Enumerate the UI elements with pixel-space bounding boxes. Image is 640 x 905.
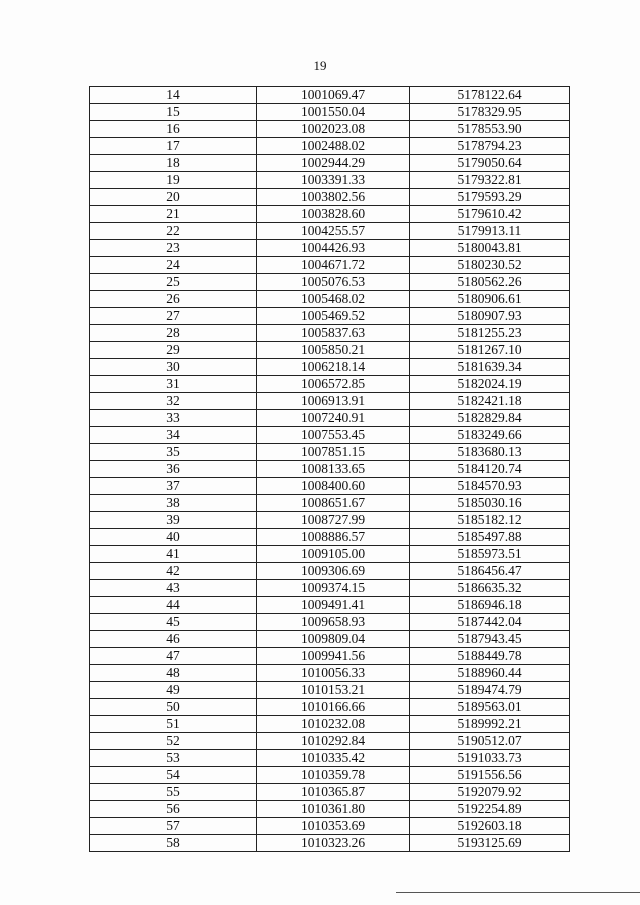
- y-coordinate-cell: 5187943.45: [410, 631, 570, 648]
- table-row: [90, 444, 570, 461]
- table-row: [90, 274, 570, 291]
- y-coordinate-cell: 5192254.89: [410, 801, 570, 818]
- x-coordinate-cell: 1001069.47: [257, 87, 410, 104]
- point-number-cell: 23: [90, 240, 257, 257]
- x-coordinate-cell: 1004426.93: [257, 240, 410, 257]
- y-coordinate-cell: 5183249.66: [410, 427, 570, 444]
- x-coordinate-cell: 1002023.08: [257, 121, 410, 138]
- x-coordinate-cell: 1009809.04: [257, 631, 410, 648]
- table-row: [90, 308, 570, 325]
- x-coordinate-cell: 1010292.84: [257, 733, 410, 750]
- point-number-cell: 53: [90, 750, 257, 767]
- x-coordinate-cell: 1010335.42: [257, 750, 410, 767]
- table-row: [90, 631, 570, 648]
- table-row: [90, 359, 570, 376]
- table-row: [90, 478, 570, 495]
- point-number-cell: 56: [90, 801, 257, 818]
- x-coordinate-cell: 1007240.91: [257, 410, 410, 427]
- x-coordinate-cell: 1010056.33: [257, 665, 410, 682]
- table-row: [90, 512, 570, 529]
- point-number-cell: 34: [90, 427, 257, 444]
- y-coordinate-cell: 5184570.93: [410, 478, 570, 495]
- table-row: [90, 529, 570, 546]
- x-coordinate-cell: 1001550.04: [257, 104, 410, 121]
- table-row: [90, 155, 570, 172]
- y-coordinate-cell: 5178122.64: [410, 87, 570, 104]
- point-number-cell: 27: [90, 308, 257, 325]
- point-number-cell: 39: [90, 512, 257, 529]
- point-number-cell: 54: [90, 767, 257, 784]
- table-row: [90, 223, 570, 240]
- table-row: [90, 733, 570, 750]
- x-coordinate-cell: 1006572.85: [257, 376, 410, 393]
- y-coordinate-cell: 5178329.95: [410, 104, 570, 121]
- y-coordinate-cell: 5182024.19: [410, 376, 570, 393]
- y-coordinate-cell: 5180907.93: [410, 308, 570, 325]
- point-number-cell: 52: [90, 733, 257, 750]
- y-coordinate-cell: 5179593.29: [410, 189, 570, 206]
- table-row: [90, 427, 570, 444]
- table-row: [90, 189, 570, 206]
- table-row: [90, 257, 570, 274]
- y-coordinate-cell: 5178553.90: [410, 121, 570, 138]
- table-row: [90, 767, 570, 784]
- point-number-cell: 41: [90, 546, 257, 563]
- x-coordinate-cell: 1003828.60: [257, 206, 410, 223]
- table-row: [90, 614, 570, 631]
- y-coordinate-cell: 5180230.52: [410, 257, 570, 274]
- y-coordinate-cell: 5179610.42: [410, 206, 570, 223]
- y-coordinate-cell: 5183680.13: [410, 444, 570, 461]
- table-row: [90, 665, 570, 682]
- x-coordinate-cell: 1008400.60: [257, 478, 410, 495]
- x-coordinate-cell: 1010365.87: [257, 784, 410, 801]
- point-number-cell: 35: [90, 444, 257, 461]
- x-coordinate-cell: 1010359.78: [257, 767, 410, 784]
- table-row: [90, 240, 570, 257]
- x-coordinate-cell: 1010232.08: [257, 716, 410, 733]
- point-number-cell: 28: [90, 325, 257, 342]
- x-coordinate-cell: 1007851.15: [257, 444, 410, 461]
- page-number: 19: [313, 58, 327, 73]
- table-row: [90, 104, 570, 121]
- point-number-cell: 37: [90, 478, 257, 495]
- table-row: [90, 495, 570, 512]
- table-row: [90, 682, 570, 699]
- point-number-cell: 31: [90, 376, 257, 393]
- x-coordinate-cell: 1007553.45: [257, 427, 410, 444]
- point-number-cell: 33: [90, 410, 257, 427]
- y-coordinate-cell: 5191556.56: [410, 767, 570, 784]
- table-row: [90, 716, 570, 733]
- table-row: [90, 291, 570, 308]
- table-row: [90, 546, 570, 563]
- y-coordinate-cell: 5192079.92: [410, 784, 570, 801]
- x-coordinate-cell: 1005468.02: [257, 291, 410, 308]
- x-coordinate-cell: 1009491.41: [257, 597, 410, 614]
- y-coordinate-cell: 5191033.73: [410, 750, 570, 767]
- y-coordinate-cell: 5192603.18: [410, 818, 570, 835]
- table-row: [90, 784, 570, 801]
- x-coordinate-cell: 1009105.00: [257, 546, 410, 563]
- point-number-cell: 17: [90, 138, 257, 155]
- x-coordinate-cell: 1008727.99: [257, 512, 410, 529]
- y-coordinate-cell: 5186946.18: [410, 597, 570, 614]
- x-coordinate-cell: 1002488.02: [257, 138, 410, 155]
- x-coordinate-cell: 1006218.14: [257, 359, 410, 376]
- x-coordinate-cell: 1008651.67: [257, 495, 410, 512]
- x-coordinate-cell: 1010166.66: [257, 699, 410, 716]
- point-number-cell: 51: [90, 716, 257, 733]
- table-row: [90, 410, 570, 427]
- x-coordinate-cell: 1004671.72: [257, 257, 410, 274]
- point-number-cell: 25: [90, 274, 257, 291]
- table-row: [90, 750, 570, 767]
- x-coordinate-cell: 1010323.26: [257, 835, 410, 852]
- table-row: [90, 206, 570, 223]
- table-row: [90, 376, 570, 393]
- table-row: [90, 597, 570, 614]
- table-row: [90, 801, 570, 818]
- x-coordinate-cell: 1005850.21: [257, 342, 410, 359]
- y-coordinate-cell: 5189992.21: [410, 716, 570, 733]
- y-coordinate-cell: 5190512.07: [410, 733, 570, 750]
- y-coordinate-cell: 5193125.69: [410, 835, 570, 852]
- x-coordinate-cell: 1006913.91: [257, 393, 410, 410]
- x-coordinate-cell: 1008886.57: [257, 529, 410, 546]
- y-coordinate-cell: 5185973.51: [410, 546, 570, 563]
- x-coordinate-cell: 1009374.15: [257, 580, 410, 597]
- table-row: [90, 461, 570, 478]
- y-coordinate-cell: 5182829.84: [410, 410, 570, 427]
- point-number-cell: 55: [90, 784, 257, 801]
- point-number-cell: 20: [90, 189, 257, 206]
- y-coordinate-cell: 5189474.79: [410, 682, 570, 699]
- point-number-cell: 21: [90, 206, 257, 223]
- table-row: [90, 648, 570, 665]
- point-number-cell: 15: [90, 104, 257, 121]
- y-coordinate-cell: 5182421.18: [410, 393, 570, 410]
- x-coordinate-cell: 1005076.53: [257, 274, 410, 291]
- point-number-cell: 19: [90, 172, 257, 189]
- footer-rule: [396, 892, 640, 893]
- x-coordinate-cell: 1010153.21: [257, 682, 410, 699]
- x-coordinate-cell: 1005469.52: [257, 308, 410, 325]
- x-coordinate-cell: 1002944.29: [257, 155, 410, 172]
- x-coordinate-cell: 1010353.69: [257, 818, 410, 835]
- table-row: [90, 393, 570, 410]
- x-coordinate-cell: 1010361.80: [257, 801, 410, 818]
- point-number-cell: 58: [90, 835, 257, 852]
- point-number-cell: 40: [90, 529, 257, 546]
- point-number-cell: 16: [90, 121, 257, 138]
- point-number-cell: 42: [90, 563, 257, 580]
- point-number-cell: 43: [90, 580, 257, 597]
- point-number-cell: 26: [90, 291, 257, 308]
- y-coordinate-cell: 5178794.23: [410, 138, 570, 155]
- y-coordinate-cell: 5189563.01: [410, 699, 570, 716]
- y-coordinate-cell: 5186456.47: [410, 563, 570, 580]
- y-coordinate-cell: 5187442.04: [410, 614, 570, 631]
- point-number-cell: 14: [90, 87, 257, 104]
- x-coordinate-cell: 1009658.93: [257, 614, 410, 631]
- y-coordinate-cell: 5180906.61: [410, 291, 570, 308]
- x-coordinate-cell: 1003391.33: [257, 172, 410, 189]
- x-coordinate-cell: 1009941.56: [257, 648, 410, 665]
- point-number-cell: 49: [90, 682, 257, 699]
- point-number-cell: 36: [90, 461, 257, 478]
- y-coordinate-cell: 5179913.11: [410, 223, 570, 240]
- y-coordinate-cell: 5185497.88: [410, 529, 570, 546]
- table-row: [90, 172, 570, 189]
- point-number-cell: 18: [90, 155, 257, 172]
- y-coordinate-cell: 5185182.12: [410, 512, 570, 529]
- y-coordinate-cell: 5188449.78: [410, 648, 570, 665]
- y-coordinate-cell: 5181267.10: [410, 342, 570, 359]
- point-number-cell: 47: [90, 648, 257, 665]
- x-coordinate-cell: 1005837.63: [257, 325, 410, 342]
- table-row: [90, 818, 570, 835]
- x-coordinate-cell: 1003802.56: [257, 189, 410, 206]
- point-number-cell: 50: [90, 699, 257, 716]
- table-row: [90, 563, 570, 580]
- y-coordinate-cell: 5181639.34: [410, 359, 570, 376]
- coordinates-table-body: [90, 87, 570, 852]
- coordinates-table: [89, 86, 570, 852]
- y-coordinate-cell: 5186635.32: [410, 580, 570, 597]
- y-coordinate-cell: 5180562.26: [410, 274, 570, 291]
- point-number-cell: 57: [90, 818, 257, 835]
- point-number-cell: 45: [90, 614, 257, 631]
- point-number-cell: 24: [90, 257, 257, 274]
- table-row: [90, 699, 570, 716]
- table-row: [90, 342, 570, 359]
- x-coordinate-cell: 1008133.65: [257, 461, 410, 478]
- table-row: [90, 138, 570, 155]
- point-number-cell: 46: [90, 631, 257, 648]
- table-row: [90, 325, 570, 342]
- y-coordinate-cell: 5179322.81: [410, 172, 570, 189]
- table-row: [90, 121, 570, 138]
- point-number-cell: 48: [90, 665, 257, 682]
- x-coordinate-cell: 1009306.69: [257, 563, 410, 580]
- table-row: [90, 835, 570, 852]
- table-row: [90, 580, 570, 597]
- point-number-cell: 29: [90, 342, 257, 359]
- y-coordinate-cell: 5181255.23: [410, 325, 570, 342]
- y-coordinate-cell: 5180043.81: [410, 240, 570, 257]
- y-coordinate-cell: 5185030.16: [410, 495, 570, 512]
- y-coordinate-cell: 5184120.74: [410, 461, 570, 478]
- point-number-cell: 32: [90, 393, 257, 410]
- table-row: [90, 87, 570, 104]
- x-coordinate-cell: 1004255.57: [257, 223, 410, 240]
- y-coordinate-cell: 5179050.64: [410, 155, 570, 172]
- y-coordinate-cell: 5188960.44: [410, 665, 570, 682]
- point-number-cell: 38: [90, 495, 257, 512]
- point-number-cell: 22: [90, 223, 257, 240]
- point-number-cell: 44: [90, 597, 257, 614]
- point-number-cell: 30: [90, 359, 257, 376]
